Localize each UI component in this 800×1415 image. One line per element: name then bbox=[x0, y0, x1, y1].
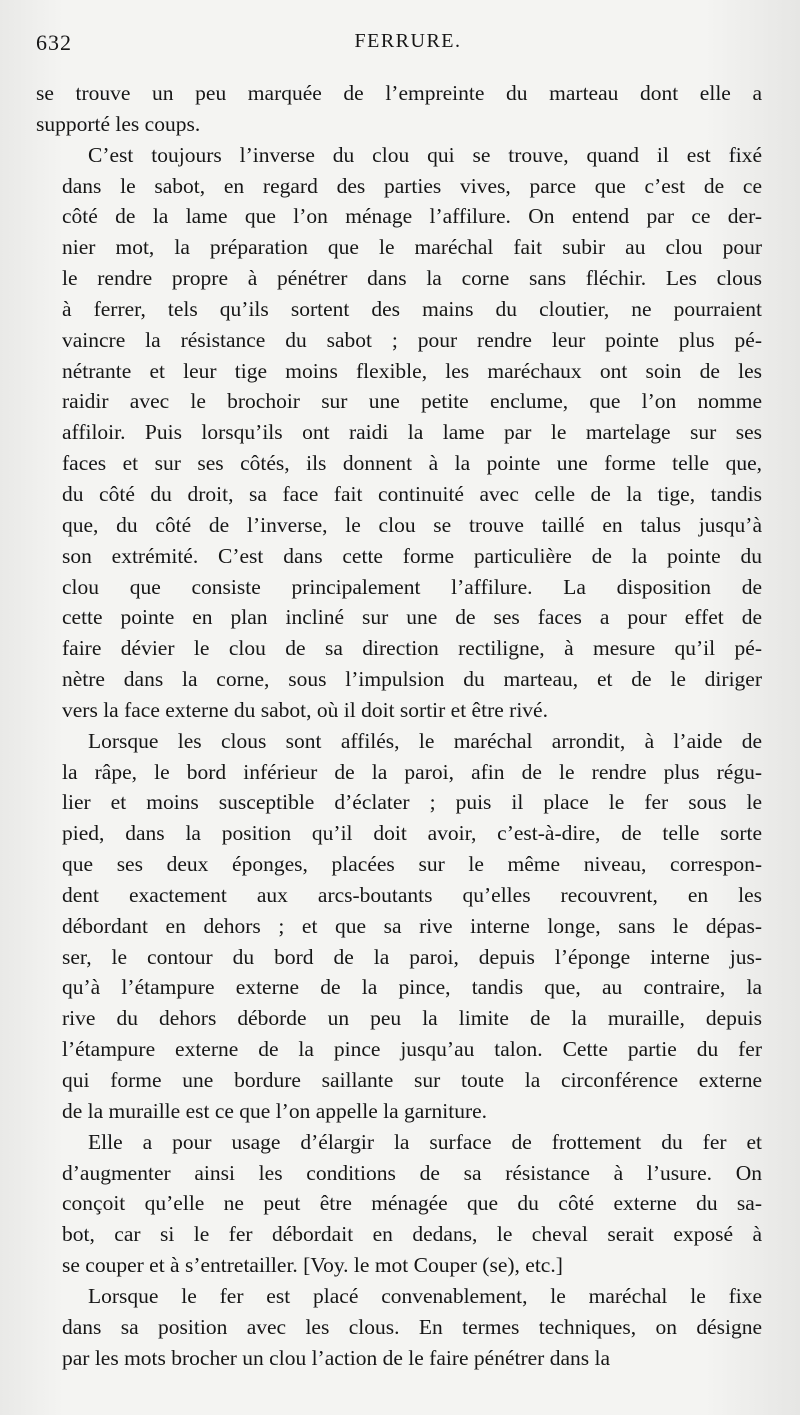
page-header bbox=[36, 30, 760, 60]
text-line: la râpe, le bord inférieur de la paroi, afin de le rendre plus régu- bbox=[62, 759, 762, 784]
text-line: qu’à l’étampure externe de la pince, tandis que, au contraire, la bbox=[62, 975, 762, 1000]
text-line: nier mot, la préparation que le maréchal fait subir au clou pour bbox=[62, 235, 762, 260]
paragraph bbox=[36, 140, 762, 726]
text-line: que ses deux éponges, placées sur le même niveau, correspon- bbox=[62, 852, 762, 877]
text-line: se trouve un peu marquée de l’empreinte du marteau dont elle a bbox=[36, 81, 762, 105]
text-line: clou que consiste principalement l’affilure. La disposition de bbox=[62, 574, 762, 599]
text-line: vers la face externe du sabot, où il doit sortir et être rivé. bbox=[62, 697, 548, 722]
text-line: vaincre la résistance du sabot ; pour rendre leur pointe plus pé- bbox=[62, 327, 762, 352]
paragraph bbox=[36, 78, 762, 140]
text-line: débordant en dehors ; et que sa rive interne longe, sans le dépas- bbox=[62, 913, 762, 938]
text-line: de la muraille est ce que l’on appelle la garniture. bbox=[62, 1098, 488, 1123]
text-line: l’étampure externe de la pince jusqu’au talon. Cette partie du fer bbox=[62, 1037, 762, 1062]
text-line: du côté du droit, sa face fait continuité avec celle de la tige, tandis bbox=[62, 481, 762, 506]
text-line: le rendre propre à pénétrer dans la corne sans fléchir. Les clous bbox=[62, 266, 762, 291]
text-line: cette pointe en plan incliné sur une de ses faces a pour effet de bbox=[62, 605, 762, 630]
text-line: Lorsque les clous sont affilés, le maréchal arrondit, à l’aide de bbox=[88, 728, 762, 753]
text-line: pied, dans la position qu’il doit avoir, c’est-à-dire, de telle sorte bbox=[62, 821, 762, 846]
text-line: faces et sur ses côtés, ils donnent à la pointe une forme telle que, bbox=[62, 451, 762, 476]
text-line: d’augmenter ainsi les conditions de sa résistance à l’usure. On bbox=[62, 1160, 762, 1185]
text-line: son extrémité. C’est dans cette forme particulière de la pointe du bbox=[62, 543, 762, 568]
paragraph bbox=[36, 1127, 762, 1281]
running-head: FERRURE. bbox=[354, 30, 462, 52]
body-text bbox=[36, 78, 762, 1373]
text-line: faire dévier le clou de sa direction rectiligne, à mesure qu’il pé- bbox=[62, 636, 762, 661]
text-line: Elle a pour usage d’élargir la surface de frottement du fer et bbox=[88, 1129, 762, 1154]
paragraph bbox=[36, 726, 762, 1127]
text-line: supporté les coups. bbox=[36, 111, 201, 136]
text-line: raidir avec le brochoir sur une petite enclume, que l’on nomme bbox=[62, 389, 762, 414]
text-line: dans le sabot, en regard des parties vives, parce que c’est de ce bbox=[62, 173, 762, 198]
text-line: Lorsque le fer est placé convenablement, le maréchal le fixe bbox=[88, 1283, 762, 1308]
text-line: se couper et à s’entretailler. [Voy. le mot Couper (se), etc.] bbox=[62, 1253, 563, 1278]
text-line: nétrante et leur tige moins flexible, les maréchaux ont soin de les bbox=[62, 358, 762, 383]
text-line: dent exactement aux arcs-boutants qu’elles recouvrent, en les bbox=[62, 882, 762, 907]
page-number: 632 bbox=[36, 30, 72, 55]
text-line: à ferrer, tels qu’ils sortent des mains du cloutier, ne pourraient bbox=[62, 296, 762, 321]
text-line: affiloir. Puis lorsqu’ils ont raidi la lame par le martelage sur ses bbox=[62, 420, 762, 445]
text-line: conçoit qu’elle ne peut être ménagée que du côté externe du sa- bbox=[62, 1191, 762, 1216]
text-line: lier et moins susceptible d’éclater ; puis il place le fer sous le bbox=[62, 790, 762, 815]
text-line: ser, le contour du bord de la paroi, depuis l’éponge interne jus- bbox=[62, 944, 762, 969]
text-line: dans sa position avec les clous. En termes techniques, on désigne bbox=[62, 1314, 762, 1339]
text-line: nètre dans la corne, sous l’impulsion du marteau, et de le diriger bbox=[62, 667, 762, 692]
text-line: par les mots brocher un clou l’action de le faire pénétrer dans la bbox=[62, 1345, 611, 1370]
text-line: côté de la lame que l’on ménage l’affilure. On entend par ce der- bbox=[62, 204, 762, 229]
text-line: C’est toujours l’inverse du clou qui se trouve, quand il est fixé bbox=[88, 142, 762, 167]
text-line: que, du côté de l’inverse, le clou se trouve taillé en talus jusqu’à bbox=[62, 512, 762, 537]
paragraph bbox=[36, 1281, 762, 1374]
text-line: rive du dehors déborde un peu la limite de la muraille, depuis bbox=[62, 1006, 762, 1031]
text-line: qui forme une bordure saillante sur toute la circonférence externe bbox=[62, 1068, 762, 1092]
text-line: bot, car si le fer débordait en dedans, le cheval serait exposé à bbox=[62, 1222, 762, 1247]
